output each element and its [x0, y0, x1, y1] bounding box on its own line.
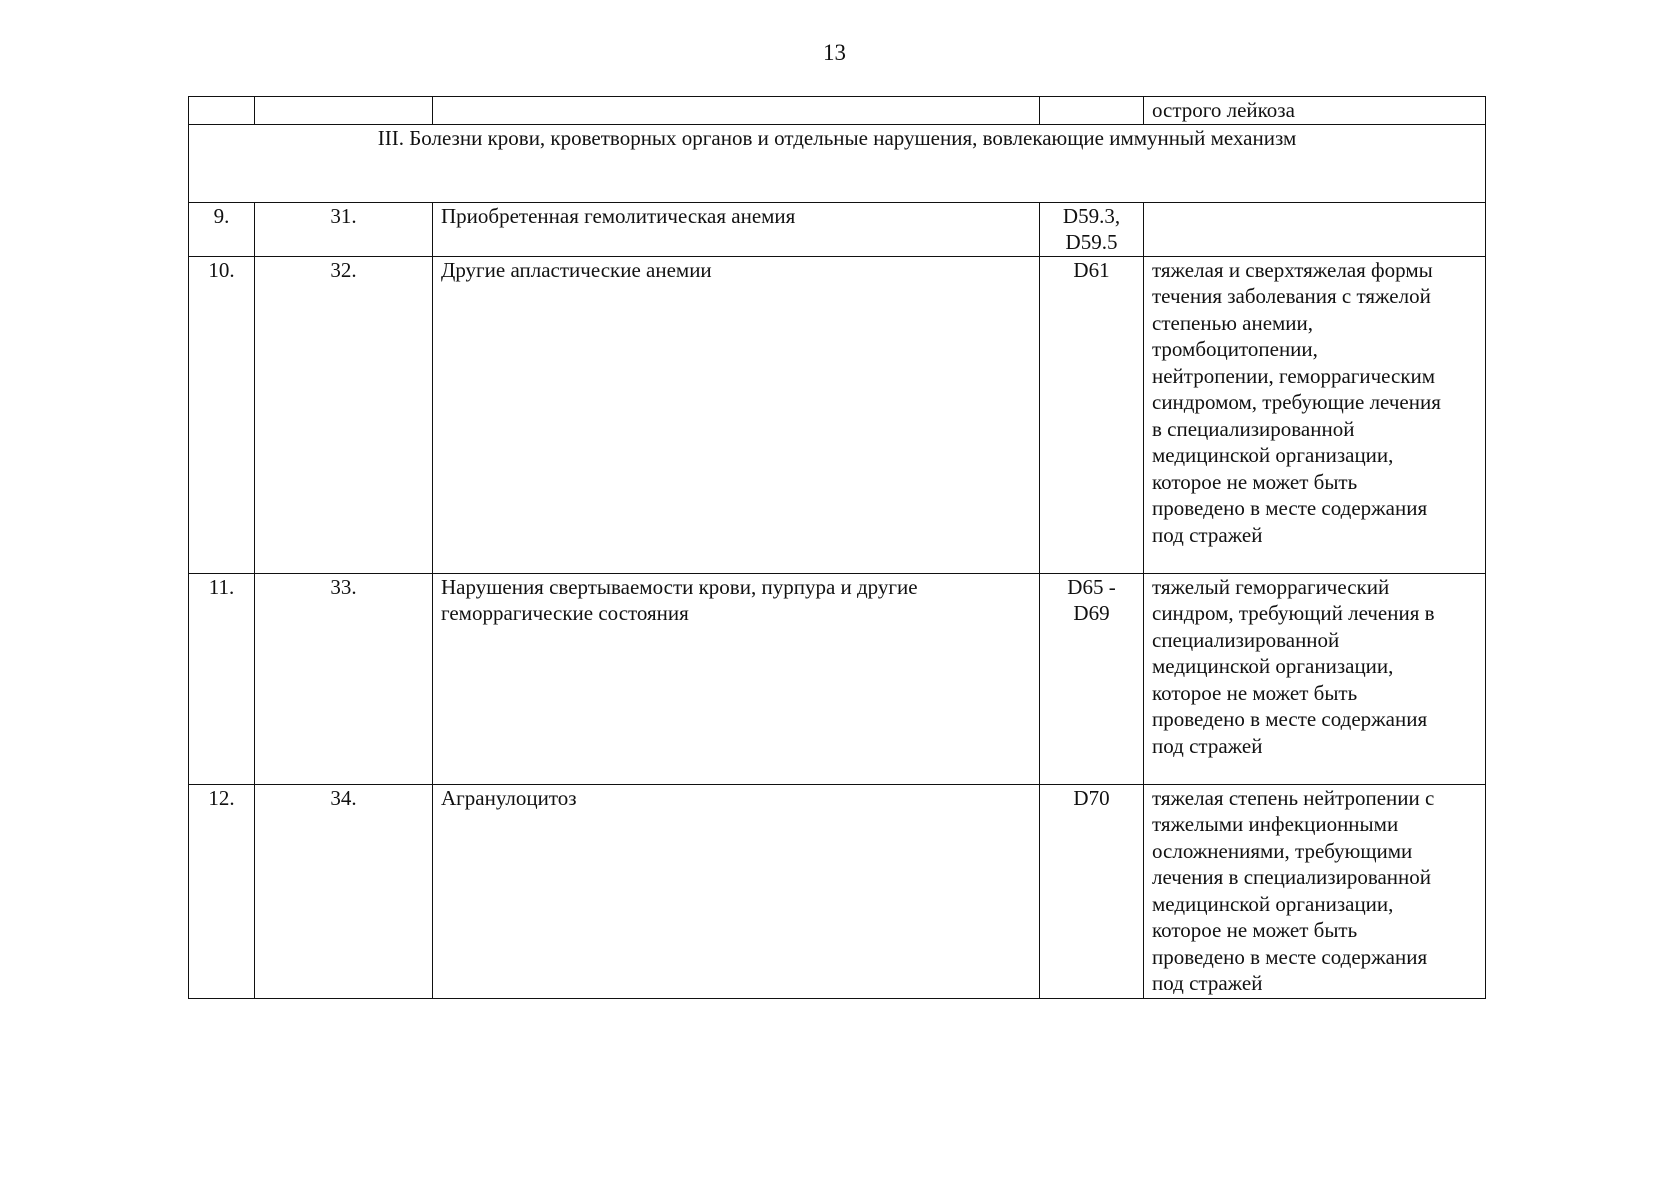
table-row — [189, 784, 1486, 998]
row-number: 10. — [189, 256, 255, 573]
row-number: 11. — [189, 573, 255, 784]
disease-name: Нарушения свертываемости крови, пурпура и другие геморрагические состояния — [433, 573, 1040, 784]
item-number: 33. — [255, 573, 433, 784]
cell-condition: острого лейкоза — [1144, 97, 1486, 125]
icd-code: D59.3, D59.5 — [1040, 202, 1144, 256]
table-row — [189, 202, 1486, 256]
table-row — [189, 256, 1486, 573]
condition-text — [1144, 202, 1486, 256]
disease-name: Агранулоцитоз — [433, 784, 1040, 998]
condition-text: тяжелый геморрагический синдром, требующий лечения в специализированной медицинской организации, которое не может быть проведено в месте содержания под стражей — [1144, 573, 1486, 784]
section-row — [189, 124, 1486, 202]
table-row — [189, 573, 1486, 784]
cell-disease — [433, 97, 1040, 125]
item-number: 34. — [255, 784, 433, 998]
condition-text: тяжелая и сверхтяжелая формы течения заболевания с тяжелой степенью анемии, тромбоцитопении, нейтропении, геморрагическим синдромом, требующие лечения в специализированной медицинской организации, которое не может быть проведено в месте содержания под стражей — [1144, 256, 1486, 573]
row-number: 9. — [189, 202, 255, 256]
icd-code: D61 — [1040, 256, 1144, 573]
disease-table — [188, 96, 1486, 999]
condition-text: тяжелая степень нейтропении с тяжелыми инфекционными осложнениями, требующими лечения в специализированной медицинской организации, которое не может быть проведено в месте содержания под стражей — [1144, 784, 1486, 998]
item-number: 31. — [255, 202, 433, 256]
row-number: 12. — [189, 784, 255, 998]
item-number: 32. — [255, 256, 433, 573]
section-title: III. Болезни крови, кроветворных органов и отдельные нарушения, вовлекающие иммунный механизм — [189, 124, 1486, 202]
icd-code: D65 - D69 — [1040, 573, 1144, 784]
disease-name: Приобретенная гемолитическая анемия — [433, 202, 1040, 256]
continuation-row — [189, 97, 1486, 125]
disease-name: Другие апластические анемии — [433, 256, 1040, 573]
cell-no — [189, 97, 255, 125]
icd-code: D70 — [1040, 784, 1144, 998]
cell-item — [255, 97, 433, 125]
cell-code — [1040, 97, 1144, 125]
page-number: 13 — [823, 40, 846, 65]
